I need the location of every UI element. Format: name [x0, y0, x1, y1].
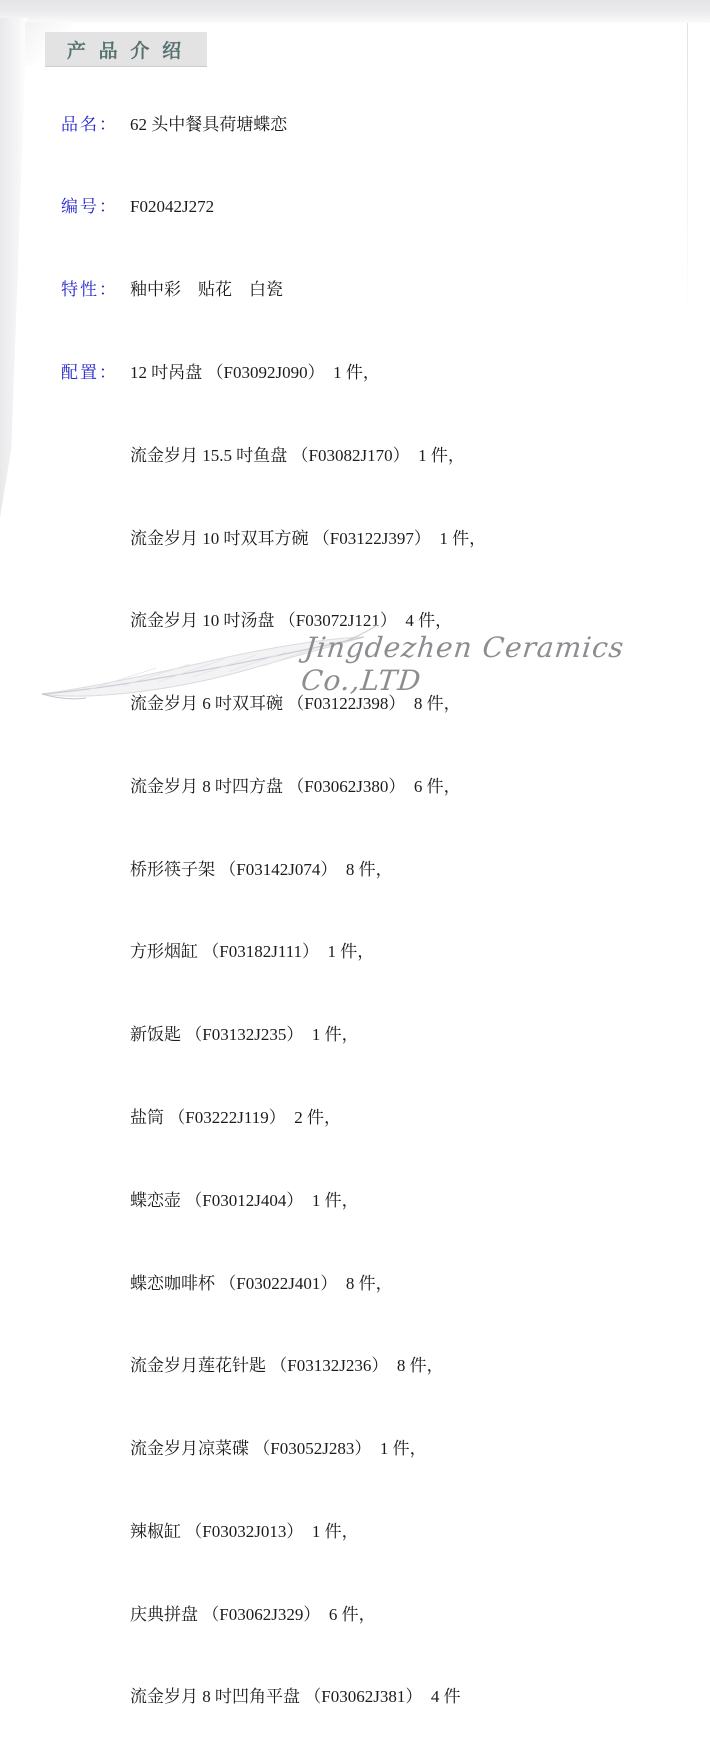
list-item	[44, 828, 694, 911]
field-row	[44, 83, 694, 166]
field-label: 特性：	[61, 280, 118, 300]
list-item	[44, 497, 694, 580]
page-left-shadow-band	[0, 18, 27, 518]
list-item-text: 流金岁月 8 吋四方盘 （F03062J380） 6 件，	[130, 776, 461, 796]
company-signature: Jingdezhen Ceramics Co.,LTD	[299, 631, 627, 697]
field-label: 配置：	[61, 362, 118, 382]
field-row	[44, 249, 694, 332]
list-item-text: 流金岁月 15.5 吋鱼盘 （F03082J170） 1 件，	[130, 445, 465, 465]
list-item-text: 盐筒 （F03222J119） 2 件，	[130, 1107, 341, 1127]
list-item	[44, 414, 694, 497]
field-value: 62 头中餐具荷塘蝶恋	[130, 114, 288, 134]
list-item-text: 流金岁月 8 吋凹角平盘 （F03062J381） 4 件	[130, 1687, 461, 1707]
list-item	[44, 1408, 694, 1491]
list-item	[44, 1490, 694, 1573]
field-label: 编号：	[61, 197, 118, 217]
list-item-text: 流金岁月凉菜碟 （F03052J283） 1 件，	[130, 1439, 427, 1459]
list-item	[44, 1573, 694, 1656]
list-item-text: 庆典拼盘 （F03062J329） 6 件，	[130, 1604, 376, 1624]
list-item-text: 流金岁月 10 吋双耳方碗 （F03122J397） 1 件，	[130, 528, 487, 548]
page-top-shadow-band	[0, 0, 710, 23]
list-item	[44, 1159, 694, 1242]
field-value: 釉中彩 贴花 白瓷	[130, 280, 283, 300]
field-label: 品名：	[61, 114, 118, 134]
list-item	[44, 994, 694, 1077]
list-item-text: 辣椒缸 （F03032J013） 1 件，	[130, 1521, 359, 1541]
list-item-text: 新饭匙 （F03132J235） 1 件，	[130, 1025, 359, 1045]
product-details	[44, 83, 694, 1739]
list-item	[44, 1242, 694, 1325]
list-item-text: 方形烟缸 （F03182J111） 1 件，	[130, 942, 375, 962]
field-row	[44, 331, 694, 414]
section-header	[45, 32, 207, 67]
list-item-text: 桥形筷子架 （F03142J074） 8 件，	[130, 859, 393, 879]
field-value: 12 吋呙盘 （F03092J090） 1 件，	[130, 362, 380, 382]
list-item-text: 流金岁月莲花针匙 （F03132J236） 8 件，	[130, 1356, 444, 1376]
list-item-text: 蝶恋壶 （F03012J404） 1 件，	[130, 1190, 359, 1210]
list-item-text: 流金岁月 10 吋汤盘 （F03072J121） 4 件，	[130, 611, 453, 631]
list-item-text: 流金岁月 6 吋双耳碗 （F03122J398） 8 件，	[130, 694, 461, 714]
list-item	[44, 745, 694, 828]
list-item	[44, 1325, 694, 1408]
field-row	[44, 166, 694, 249]
list-item	[44, 911, 694, 994]
list-item-text: 蝶恋咖啡杯 （F03022J401） 8 件，	[130, 1273, 393, 1293]
page-title: 产 品 介 绍	[66, 40, 186, 62]
list-item	[44, 1656, 694, 1739]
list-item	[44, 1076, 694, 1159]
field-value: F02042J272	[130, 197, 215, 217]
